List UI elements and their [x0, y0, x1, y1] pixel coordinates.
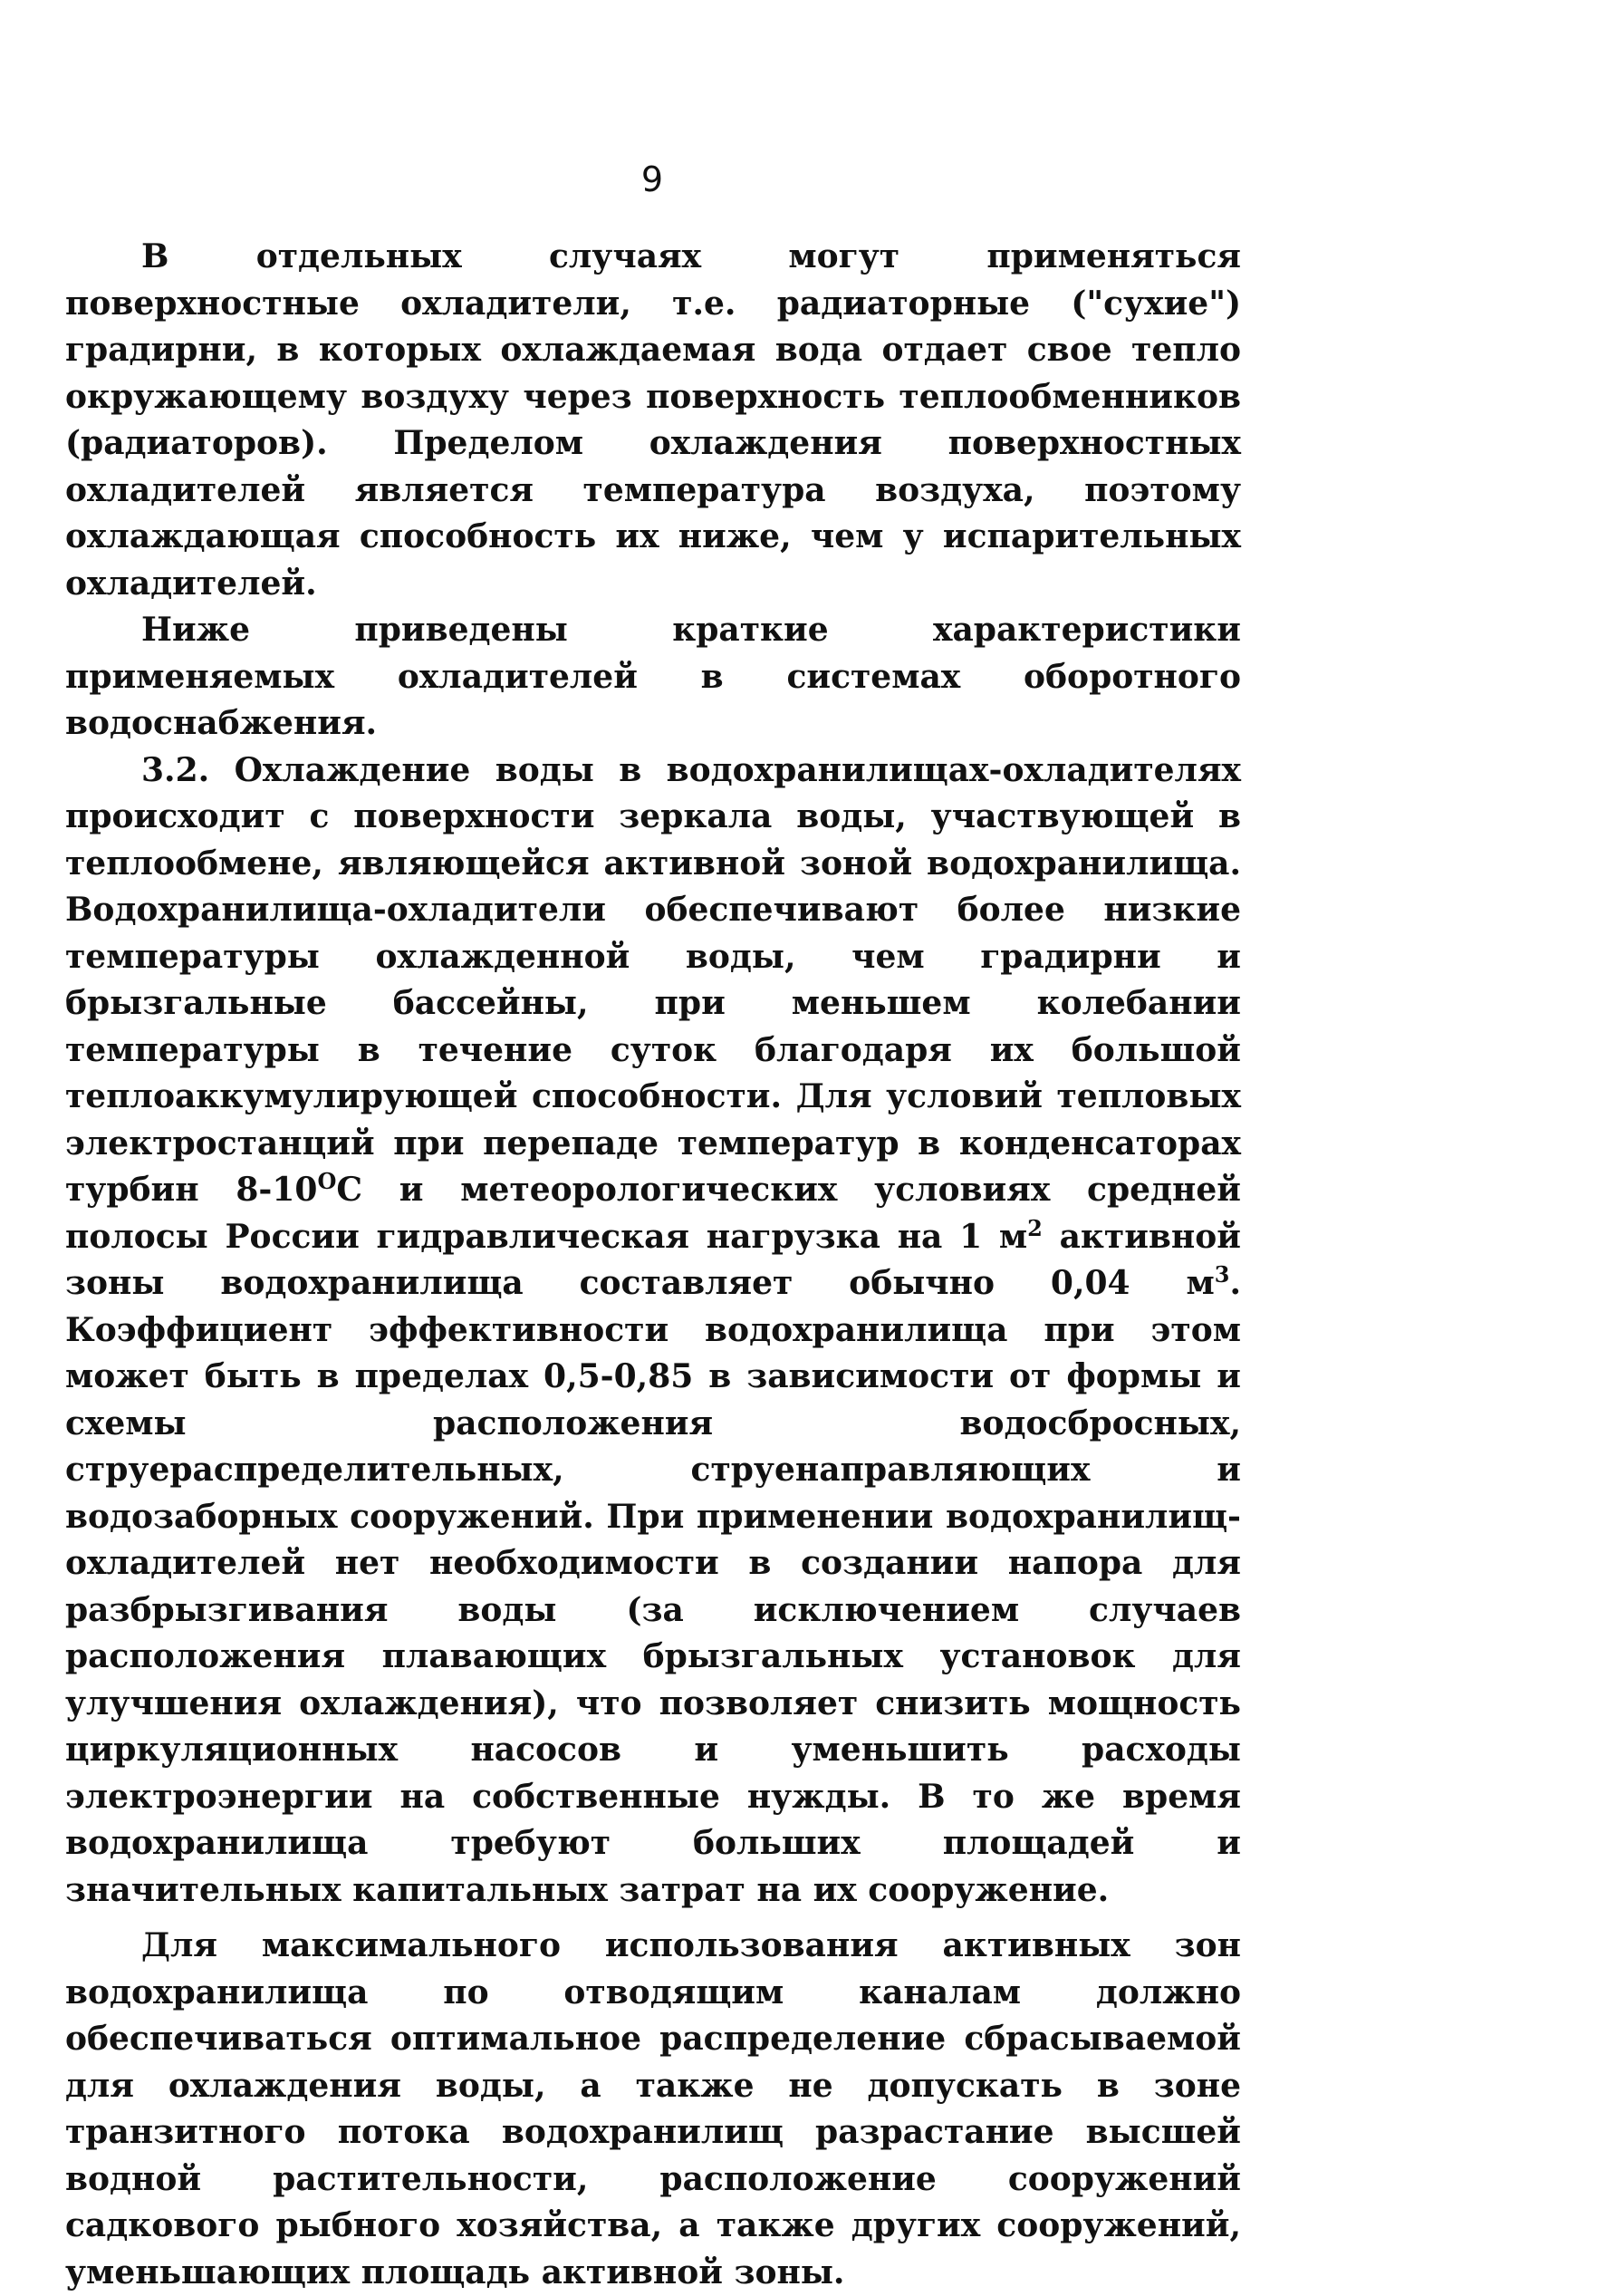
reservoir-text-part-3: активной зоны водохранилища составляет обычно 0,04 м [65, 1217, 1241, 1302]
paragraph-active-zone-usage: Для максимального использования активных зон водохранилища по отводящим каналам должно обеспечиваться оптимальное распределение сбрасываемой для охлаждения воды, а также не допускать в зоне транзитного потока водохранилищ разрастание высшей водной растительности, расположение сооружений садкового рыбного хозяйства, а также других сооружений, уменьшающих площадь активной зоны. [65, 1926, 1241, 2291]
paragraph-reservoir-coolers [65, 748, 1241, 1915]
cubic-meter-superscript: 3 [1214, 1261, 1230, 1288]
paragraph-surface-coolers: В отдельных случаях могут применяться поверхностные охладители, т.е. радиаторные ("сухие") градирни, в которых охлаждаемая вода отдает свое тепло окружающему воздуху через поверхность теплообменников (радиаторов). Пределом охлаждения поверхностных охладителей является температура воздуха, поэтому охлаждающая способность их ниже, чем у испарительных охладителей. [65, 237, 1241, 603]
square-meter-superscript: 2 [1027, 1214, 1043, 1241]
page-number: 9 [640, 159, 664, 199]
paragraph-cooler-characteristics: Ниже приведены краткие характеристики применяемых охладителей в системах оборотного водоснабжения. [65, 611, 1241, 742]
degree-superscript: О [317, 1168, 337, 1194]
body-text [65, 234, 1241, 2296]
reservoir-text-part-4: . Коэффициент эффективности водохранилища при этом может быть в пределах 0,5-0,85 в зависимости от формы и схемы расположения водосбросных, струераспределительных, струенаправляющих и водозаборных сооружений. При применении водохранилищ-охладителей нет необходимости в создании напора для разбрызгивания воды (за исключением случаев расположения плавающих брызгальных установок для улучшения охлаждения), что позволяет снизить мощность циркуляционных насосов и уменьшить расходы электроэнергии на собственные нужды. В то же время водохранилища требуют больших площадей и значительных капитальных затрат на их сооружение. [65, 1264, 1241, 1909]
reservoir-text-part-1: 3.2. Охлаждение воды в водохранилищах-охладителях происходит с поверхности зеркала воды, участвующей в теплообмене, являющейся активной зоной водохранилища. Водохранилища-охладители обеспечивают более низкие температуры охлажденной воды, чем градирни и брызгальные бассейны, при меньшем колебании температуры в течение суток благодаря их большой теплоаккумулирующей способности. Для условий тепловых электростанций при перепаде температур в конденсаторах турбин 8-10 [65, 750, 1241, 1209]
reservoir-text-part-2: С и метеорологических условиях средней полосы России гидравлическая нагрузка на 1 м [65, 1171, 1242, 1256]
